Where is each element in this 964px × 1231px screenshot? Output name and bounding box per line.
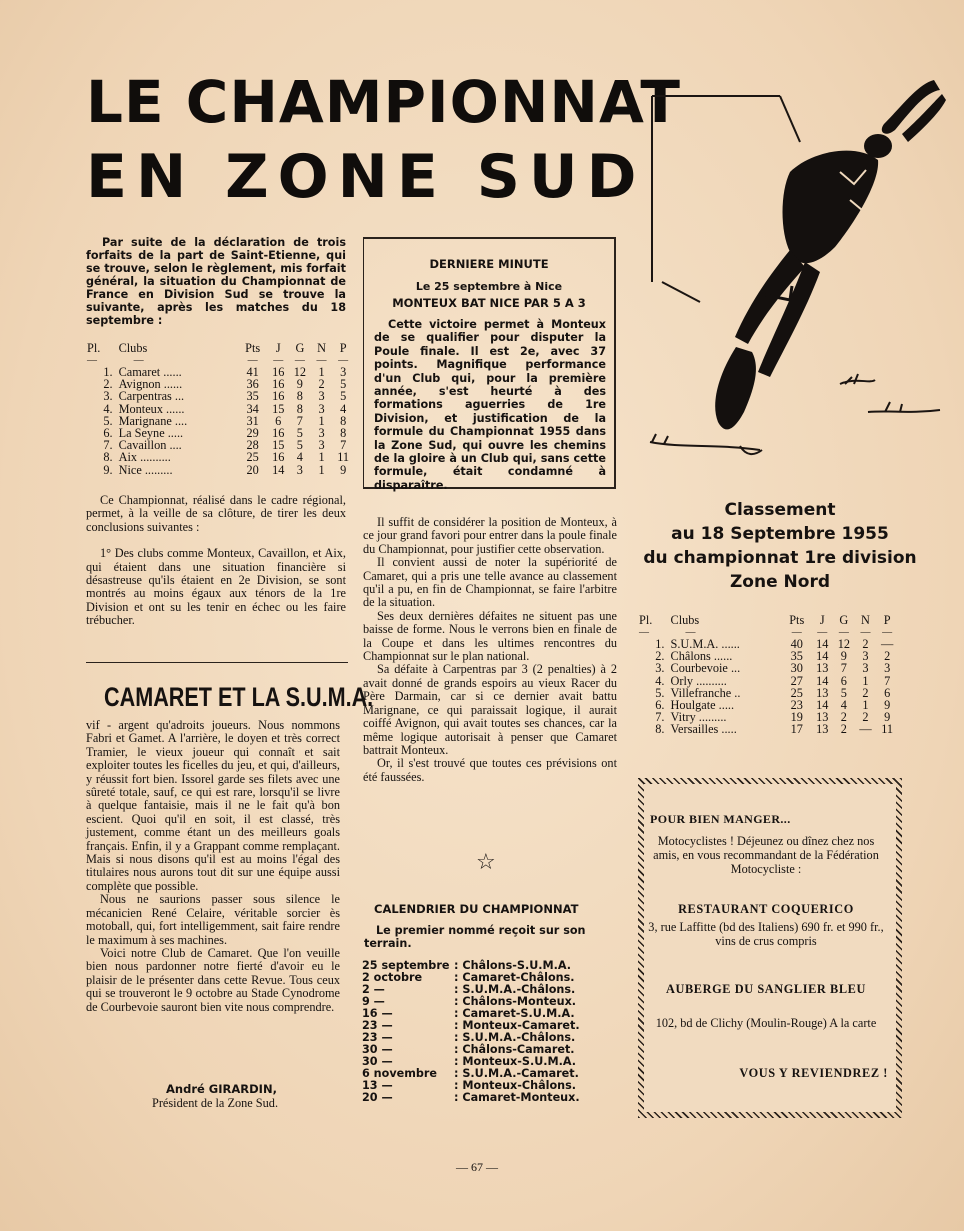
calendrier-heading: CALENDRIER DU CHAMPIONNAT <box>374 902 579 916</box>
calendar-row <box>362 1092 580 1104</box>
calendar-date: 25 septembre <box>362 959 450 972</box>
col-header-pts: Pts <box>245 340 261 355</box>
table-cell: 5 <box>340 377 347 392</box>
middle-paragraph-5: Or, il s'est trouvé que toutes ces prévisions ont été faussées. <box>363 756 617 784</box>
camaret-paragraph-3: Voici notre Club de Camaret. Que l'on veuille bien nous pardonner notre fierté d'avoir eu le plaisir de le présenter dans cette Revue. Tous ceux qui se trouveront le 9 octobre au Stade Cynodrome de Courbevoie sauront bien vite nous comprendre. <box>86 945 340 1014</box>
table-cell: 30 <box>790 661 803 676</box>
table-cell: 3 <box>318 389 325 404</box>
table-row <box>636 662 898 674</box>
table-cell: 2. <box>103 377 113 392</box>
table-cell: 1 <box>318 413 325 428</box>
table-cell: 5 <box>296 438 303 453</box>
club-cell: Orly .......... <box>670 673 727 688</box>
table-cell: 2 <box>884 649 891 664</box>
club-cell: Châlons ...... <box>670 649 733 664</box>
table-cell: 1 <box>862 698 869 713</box>
club-cell: Camaret ...... <box>118 365 182 379</box>
table-cell: 1 <box>862 673 869 688</box>
derniere-minute-box <box>363 237 616 492</box>
table-cell: 12 <box>837 637 851 651</box>
table-cell: 16 <box>272 426 285 441</box>
table-cell: 16 <box>272 389 285 404</box>
table-cell: 9 <box>340 462 347 477</box>
left-body-text <box>86 494 346 628</box>
derniere-minute-text: Cette victoire permet à Monteux de se qualifier pour disputer la Poule finale. Il est 2e, avec 37 points. Magnifique performance d'un Club qui, pour la première année, s'est heurté à des formations aguerries de 1re Division, et justification de la formule du Championnat 1955 dans la Zone Sud, qui ouvre les chemins de la gloire à un Club qui, sans cette formule, était condamné à disparaître. <box>374 318 606 492</box>
calendar-date: 30 — <box>362 1043 393 1056</box>
table-cell: 3 <box>318 401 325 416</box>
calendar-match: : Châlons-Monteux. <box>454 995 577 1008</box>
club-cell: Cavaillon .... <box>118 438 182 453</box>
camaret-body <box>86 719 340 1014</box>
ad-intro-text: Motocyclistes ! Déjeunez ou dînez chez nos amis, en vous recommandant de la Fédération Motocycliste : <box>653 834 879 876</box>
calendar-date: 2 — <box>362 983 385 996</box>
club-cell: Vitry ......... <box>670 710 727 725</box>
sud-standings-table <box>84 340 354 476</box>
calendar-match: : S.U.M.A.-Châlons. <box>454 1031 576 1044</box>
table-cell: 9 <box>840 649 847 664</box>
table-cell: 5 <box>296 426 303 441</box>
table-row <box>84 390 354 402</box>
table-header-row <box>636 612 898 628</box>
table-cell: 3 <box>884 661 891 676</box>
table-cell: 5. <box>655 685 665 700</box>
club-cell: Carpentras ... <box>118 389 185 404</box>
table-header-row <box>84 340 354 356</box>
left-paragraph-1: Ce Championnat, réalisé dans le cadre régional, permet, à la veille de sa clôture, de tirer les deux conclusions suivantes : <box>86 493 346 534</box>
calendar-match: : Monteux-S.U.M.A. <box>454 1055 577 1068</box>
table-cell: 6 <box>275 413 282 428</box>
col-header-pts: Pts <box>789 612 805 627</box>
table-cell: 35 <box>246 389 259 404</box>
table-cell: 2 <box>318 377 325 392</box>
table-cell: 4 <box>340 401 347 416</box>
table-cell: — <box>859 722 872 737</box>
star-icon: ☆ <box>476 850 496 875</box>
table-cell: 29 <box>246 426 259 441</box>
table-cell: 1 <box>318 365 325 379</box>
calendrier-table <box>362 960 580 1104</box>
table-cell: 5 <box>840 685 847 700</box>
table-cell: 6 <box>884 685 891 700</box>
table-cell: 41 <box>246 365 259 379</box>
table-cell: 17 <box>790 722 803 737</box>
table-cell: 3 <box>296 462 303 477</box>
table-cell: 16 <box>272 450 285 465</box>
calendar-match: : Châlons-Camaret. <box>454 1043 575 1056</box>
col-header-n: N <box>861 612 870 627</box>
header-underline-row: — — — — — — — <box>87 355 349 366</box>
col-header-pl: Pl. <box>87 340 101 355</box>
nord-standings-table <box>636 612 898 736</box>
calendar-match: : Monteux-Châlons. <box>454 1079 577 1092</box>
table-cell: 16 <box>272 365 285 379</box>
table-cell: 1 <box>318 462 325 477</box>
table-cell: 27 <box>790 673 803 688</box>
table-cell: 7 <box>840 661 847 676</box>
club-cell: La Seyne ..... <box>118 426 184 441</box>
table-cell: 3 <box>318 438 325 453</box>
table-cell: 4. <box>103 401 113 416</box>
club-cell: Houlgate ..... <box>670 698 735 713</box>
table-cell: 8 <box>296 401 303 416</box>
table-cell: 25 <box>790 685 803 700</box>
table-cell: 5. <box>103 413 113 428</box>
table-cell: 2 <box>862 637 869 651</box>
table-cell: 8 <box>340 426 347 441</box>
middle-paragraph-4: Sa défaite à Carpentras par 3 (2 penalties) à 2 avait donné de grands espoirs au vieux Racer du Père Darmain, car si ce dernier avait battu Marignane, ce qui paraissait logique, il aurait coiffé Avignon, qui avait toutes ses chances, car la même logique autorisait à penser que Camaret battrait Monteux. <box>363 662 617 757</box>
calendar-match: : S.U.M.A.-Camaret. <box>454 1067 579 1080</box>
table-cell: 15 <box>272 438 285 453</box>
table-cell: 8. <box>103 450 113 465</box>
table-cell: 12 <box>293 365 307 379</box>
table-cell: 25 <box>246 450 259 465</box>
table-cell: 7. <box>655 710 665 725</box>
club-cell: Courbevoie ... <box>670 661 741 676</box>
table-cell: 11 <box>881 722 894 737</box>
table-cell: 6. <box>103 426 113 441</box>
calendar-match: : Châlons-S.U.M.A. <box>454 959 572 972</box>
table-cell: 7. <box>103 438 113 453</box>
table-cell: 14 <box>272 462 285 477</box>
table-row <box>84 464 354 476</box>
restaurant-2-address: 102, bd de Clichy (Moulin-Rouge) A la carte <box>655 1016 877 1030</box>
page-title-line-1: LE CHAMPIONNAT <box>86 68 681 136</box>
motoball-rider-illustration <box>640 72 950 472</box>
table-cell: 35 <box>790 649 803 664</box>
table-cell: 16 <box>272 377 285 392</box>
col-header-p: P <box>883 612 891 627</box>
table-cell: 3 <box>862 661 869 676</box>
table-cell: 31 <box>246 413 259 428</box>
table-cell: 14 <box>816 673 829 688</box>
table-cell: 6 <box>840 673 847 688</box>
table-cell: 2. <box>655 649 665 664</box>
ad-heading: POUR BIEN MANGER... <box>650 812 791 826</box>
table-row <box>84 403 354 415</box>
table-cell: 3 <box>862 649 869 664</box>
calendar-date: 23 — <box>362 1031 393 1044</box>
calendar-date: 20 — <box>362 1091 393 1104</box>
table-cell: 8. <box>655 722 665 737</box>
left-paragraph-2: 1° Des clubs comme Monteux, Cavaillon, et Aix, qui étaient dans une situation financière si désastreuse qu'ils étaient en 2e Division, se sont montrés au moins égaux aux ténors de la 1re Division et ont su les tenir en échec ou les faire trébucher. <box>86 546 346 628</box>
table-cell: 13 <box>816 661 829 676</box>
table-cell: 7 <box>340 438 347 453</box>
club-cell: Villefranche .. <box>670 685 741 700</box>
table-row <box>636 675 898 687</box>
camaret-heading: CAMARET ET LA S.U.M.A. <box>104 682 374 712</box>
table-cell: 1. <box>103 365 113 379</box>
intro-paragraph: Par suite de la déclaration de trois forfaits de la part de Saint-Etienne, qui se trouve, selon le règlement, mis forfait général, la situation du Championnat de France en Division Sud se trouve la suivante, après les matches du 18 septembre : <box>86 236 346 327</box>
author-name: André GIRARDIN, <box>166 1082 277 1096</box>
table-cell: 13 <box>816 722 829 737</box>
club-cell: S.U.M.A. ...... <box>670 637 740 651</box>
table-cell: 3 <box>340 365 347 379</box>
club-cell: Nice ......... <box>118 462 173 477</box>
club-cell: Monteux ...... <box>118 401 185 416</box>
table-cell: 2 <box>840 722 847 737</box>
table-cell: 11 <box>337 450 350 465</box>
calendar-date: 6 novembre <box>362 1067 437 1080</box>
calendar-match: : Monteux-Camaret. <box>454 1019 580 1032</box>
col-header-pl: Pl. <box>639 612 653 627</box>
table-cell: 9. <box>103 462 113 477</box>
table-cell: 14 <box>816 637 829 651</box>
page-title-line-2: EN ZONE SUD <box>86 142 646 212</box>
middle-body-text <box>363 516 617 784</box>
table-cell: 2 <box>840 710 847 725</box>
restaurant-2-name: AUBERGE DU SANGLIER BLEU <box>666 982 866 996</box>
restaurant-1-name: RESTAURANT COQUERICO <box>678 902 854 916</box>
restaurant-1-address: 3, rue Laffitte (bd des Italiens) 690 fr. et 990 fr., vins de crus compris <box>648 920 884 948</box>
restaurant-ad-box <box>638 778 902 1118</box>
club-cell: Aix .......... <box>118 450 171 465</box>
table-row <box>636 723 898 735</box>
camaret-paragraph-2: Nous ne saurions passer sous silence le mécanicien René Celaire, véritable sorcier ès motoball, qui, fort intelligemment, sait faire rendre le maximum à ses machines. <box>86 892 340 947</box>
table-cell: 9 <box>296 377 303 392</box>
table-cell: 28 <box>246 438 259 453</box>
calendar-date: 9 — <box>362 995 385 1008</box>
col-header-j: J <box>819 612 825 627</box>
calendar-date: 2 octobre <box>362 971 423 984</box>
table-cell: 14 <box>816 698 829 713</box>
header-underline-row: — — — — — — — <box>639 627 893 638</box>
club-cell: Marignane .... <box>118 413 188 428</box>
table-cell: 14 <box>816 649 829 664</box>
table-cell: 8 <box>296 389 303 404</box>
col-header-p: P <box>339 340 347 355</box>
calendar-match: : S.U.M.A.-Châlons. <box>454 983 576 996</box>
table-row <box>84 451 354 463</box>
calendar-date: 30 — <box>362 1055 393 1068</box>
calendar-date: 13 — <box>362 1079 393 1092</box>
classement-line-2: au 18 Septembre 1955 <box>671 524 889 544</box>
table-cell: 2 <box>862 685 869 700</box>
table-cell: 1. <box>655 637 665 651</box>
table-cell: 9 <box>884 710 891 725</box>
calendar-match: : Camaret-S.U.M.A. <box>454 1007 575 1020</box>
table-cell: 3. <box>655 661 665 676</box>
col-header-g: G <box>839 612 849 627</box>
table-cell: 40 <box>790 637 803 651</box>
page-number: — 67 — <box>456 1160 498 1174</box>
classement-heading <box>630 498 930 594</box>
table-cell: 4. <box>655 673 665 688</box>
calendrier-intro: Le premier nommé reçoit sur son terrain. <box>364 924 586 950</box>
col-header-clubs: Clubs <box>118 340 148 355</box>
table-cell: 13 <box>816 710 829 725</box>
club-cell: Avignon ...... <box>118 377 183 392</box>
calendar-date: 23 — <box>362 1019 393 1032</box>
table-cell: 13 <box>816 685 829 700</box>
calendar-date: 16 — <box>362 1007 393 1020</box>
col-header-g: G <box>295 340 305 355</box>
table-cell: 23 <box>790 698 803 713</box>
table-cell: 20 <box>246 462 259 477</box>
table-cell: 7 <box>296 413 303 428</box>
table-cell: 3. <box>103 389 113 404</box>
middle-paragraph-3: Ses deux dernières défaites ne situent pas une baisse de forme. Nous le verrons bien en finale de la Coupe et dans les ultimes rencontres du Championnat sur le plan national. <box>363 608 617 664</box>
col-header-n: N <box>317 340 326 355</box>
table-cell: 9 <box>884 698 891 713</box>
calendar-match: : Camaret-Monteux. <box>454 1091 580 1104</box>
col-header-clubs: Clubs <box>670 612 700 627</box>
match-result: MONTEUX BAT NICE PAR 5 A 3 <box>392 296 586 310</box>
table-cell: 7 <box>884 673 891 688</box>
section-divider <box>86 662 348 663</box>
camaret-paragraph-1: vif - argent qu'adroits joueurs. Nous nommons Fabri et Gamet. A l'arrière, le doyen et très correct Tramier, le vieux joueur qui connaît et sait exploiter toutes les ficelles du jeu, et qui, d'ailleurs, y réussit fort bien. Issorel garde ses filets avec une sûreté totale, sauf, ce qui est rare, lorsqu'il se livre à quelque fantaisie, mais il ne le fait qu'à bon escient. Quoi qu'il en soit, il est classé, très justement, comme étant un des meilleurs goals français. Enfin, il y a Grappant comme remplaçant. Mais si nous disons qu'il est au moins l'égal des titulaires nous aurons tout dit sur une équipe aussi complète que possible. <box>86 718 340 893</box>
table-cell: 36 <box>246 377 259 392</box>
match-date: Le 25 septembre à Nice <box>415 280 563 293</box>
table-cell: 6. <box>655 698 665 713</box>
table-cell: 19 <box>790 710 803 725</box>
table-cell: 3 <box>318 426 325 441</box>
classement-line-4: Zone Nord <box>729 572 831 592</box>
table-cell: 2 <box>862 710 869 725</box>
middle-paragraph-1: Il suffit de considérer la position de Monteux, à ce jour grand favori pour entrer dans la poule finale du Championnat, pour justifier cette observation. <box>363 515 617 556</box>
table-cell: 5 <box>340 389 347 404</box>
club-cell: Versailles ..... <box>670 722 737 737</box>
ad-closing: VOUS Y REVIENDREZ ! <box>739 1066 888 1080</box>
table-cell: — <box>881 637 894 651</box>
author-title: Président de la Zone Sud. <box>152 1096 279 1110</box>
calendar-match: : Camaret-Châlons. <box>454 971 575 984</box>
classement-line-3: du championnat 1re division <box>643 548 917 568</box>
table-cell: 8 <box>340 413 347 428</box>
classement-line-1: Classement <box>724 500 836 520</box>
table-cell: 15 <box>272 401 285 416</box>
table-cell: 4 <box>840 698 847 713</box>
table-cell: 1 <box>318 450 325 465</box>
col-header-j: J <box>275 340 281 355</box>
table-cell: 4 <box>296 450 303 465</box>
derniere-minute-heading: DERNIERE MINUTE <box>429 257 549 271</box>
middle-paragraph-2: Il convient aussi de noter la supériorité de Camaret, qui a pris une telle avance au classement qu'il a pu, en fin de Championnat, se faire l'arbitre de la situation. <box>363 555 617 610</box>
table-cell: 34 <box>246 401 259 416</box>
